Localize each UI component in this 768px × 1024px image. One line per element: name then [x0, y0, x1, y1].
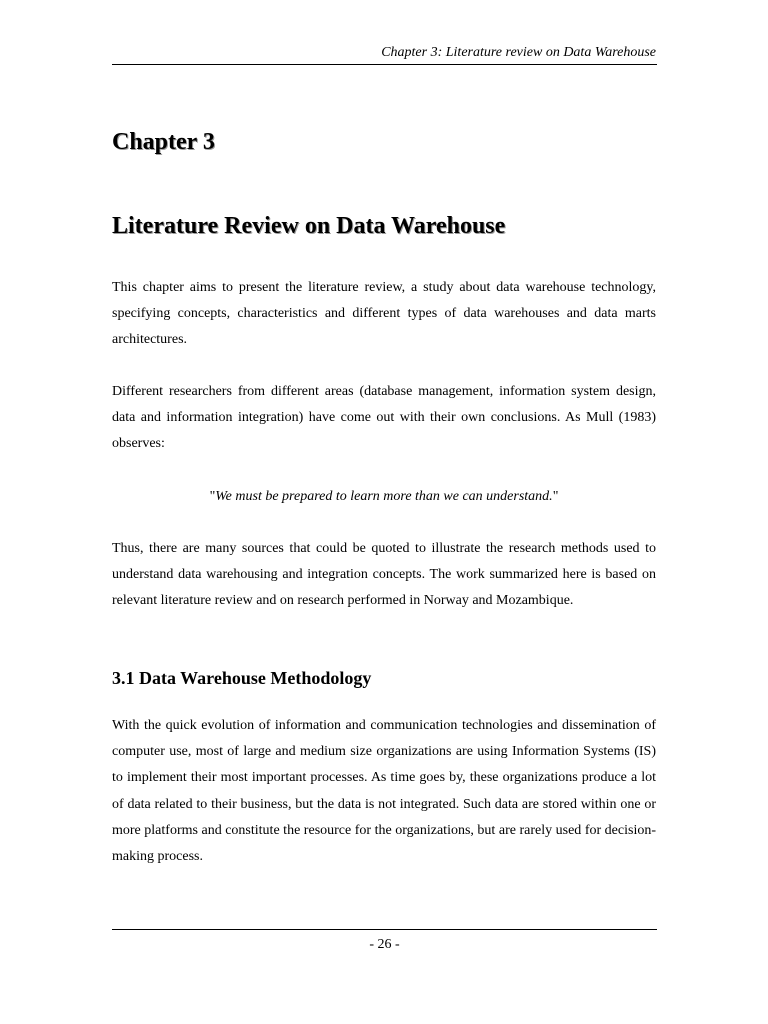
- sources-paragraph: Thus, there are many sources that could be quoted to illustrate the research methods used to understand data warehousing and integration concepts. The work summarized here is based on relevant literature review and on research performed in Norway and Mozambique.: [112, 541, 656, 609]
- section-body-paragraph: With the quick evolution of information and communication technologies and dissemination of computer use, most of large and medium size organizations are using Information Systems (IS) to implement their most important processes. As time goes by, these organizations produce a lot of data related to their business, but the data is not integrated. Such data are stored within one or more platforms and constitute the resource for the organizations, but are rarely used for decision-making process.: [112, 718, 656, 865]
- chapter-number: Chapter 3: [112, 129, 215, 155]
- quote-open-mark: ": [209, 489, 216, 504]
- block-quote: [112, 484, 656, 510]
- quote-text: We must be prepared to learn more than we can understand.: [215, 489, 553, 504]
- quote-close-mark: ": [552, 489, 559, 504]
- running-header: Chapter 3: Literature review on Data Warehouse: [381, 45, 656, 60]
- footer-rule: [112, 929, 657, 930]
- page-number: - 26 -: [369, 937, 400, 952]
- researchers-paragraph: Different researchers from different areas (database management, information system design, data and information integration) have come out with their own conclusions. As Mull (1983) observes:: [112, 384, 656, 452]
- chapter-title: Literature Review on Data Warehouse: [112, 213, 506, 239]
- intro-paragraph: This chapter aims to present the literature review, a study about data warehouse technology, specifying concepts, characteristics and different types of data warehouses and data marts architectures.: [112, 280, 656, 348]
- header-rule: [112, 64, 657, 65]
- section-heading: 3.1 Data Warehouse Methodology: [112, 668, 372, 688]
